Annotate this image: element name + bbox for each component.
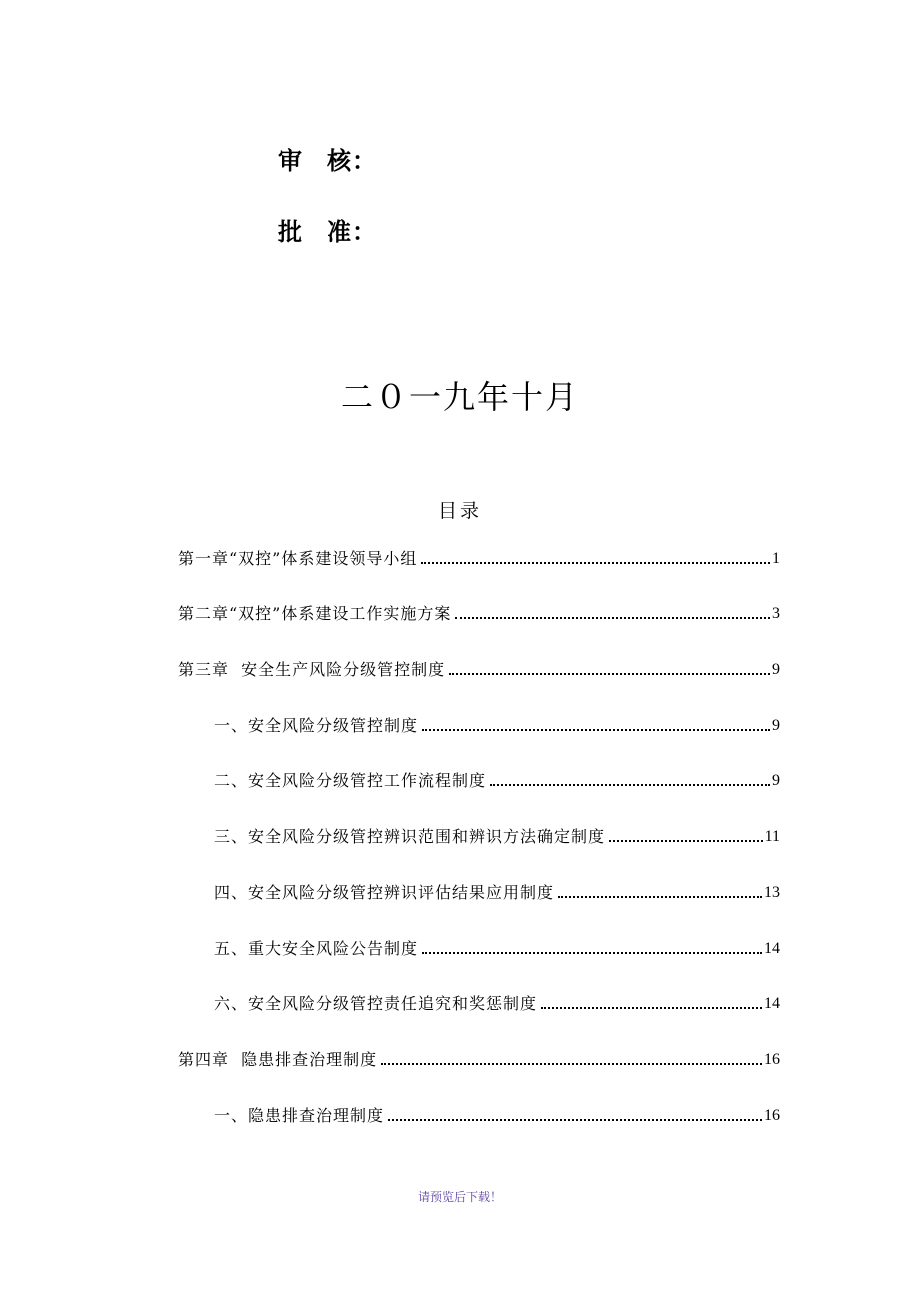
toc-entry[interactable] [178,1048,780,1070]
review-label-char: 审 [278,146,303,175]
toc-leader-dots [422,952,762,954]
toc-entry-text: 二、安全风险分级管控工作流程制度 [214,771,487,790]
approve-label-char: 批 [278,217,303,246]
footer-note: 请预览后下载！ [417,1190,502,1204]
toc-leader-dots [422,729,770,731]
toc-entry-page: 1 [772,550,780,567]
toc-entry-page: 14 [764,995,780,1012]
review-label-suffix: 核： [327,146,377,175]
toc-leader-dots [609,840,763,842]
toc-leader-dots [381,1063,762,1065]
toc-entry[interactable] [214,881,780,903]
toc-entry-text: 第二章“双控”体系建设工作实施方案 [178,604,452,623]
toc-leader-dots [541,1007,762,1009]
toc-title: 目录 [437,500,482,522]
document-date: 二０一九年十月 [340,378,579,416]
toc-entry-page: 9 [772,772,780,789]
toc-entry-text: 一、隐患排查治理制度 [214,1106,385,1125]
toc-leader-dots [455,617,770,619]
toc-entry-page: 11 [764,828,780,845]
toc-entry[interactable] [178,547,780,569]
toc-entry[interactable] [214,825,780,847]
toc-entry-text: 四、安全风险分级管控辨识评估结果应用制度 [214,883,555,902]
toc-entry[interactable] [214,992,780,1014]
toc-entry-page: 9 [772,661,780,678]
toc-entry-page: 9 [772,717,780,734]
toc-entry-text: 一、安全风险分级管控制度 [214,716,419,735]
approve-signature-line [278,212,377,247]
toc-entry[interactable] [214,714,780,736]
toc-entry-text: 五、重大安全风险公告制度 [214,939,419,958]
toc-entry-page: 14 [764,940,780,957]
toc-entry[interactable] [178,658,780,680]
approve-label-suffix: 准： [327,217,377,246]
toc-entry-page: 3 [772,605,780,622]
review-signature-line [278,141,377,176]
toc-leader-dots [490,784,770,786]
toc-leader-dots [421,562,770,564]
toc-entry-text: 第三章 安全生产风险分级管控制度 [178,660,446,679]
toc-leader-dots [388,1119,762,1121]
toc-entry[interactable] [214,1104,780,1126]
toc-entry-page: 13 [764,884,780,901]
toc-leader-dots [558,896,762,898]
toc-entry-page: 16 [764,1051,780,1068]
toc-entry-text: 第四章 隐患排查治理制度 [178,1050,378,1069]
toc-entry[interactable] [214,937,780,959]
toc-entry[interactable] [214,769,780,791]
toc-entry-text: 三、安全风险分级管控辨识范围和辨识方法确定制度 [214,827,606,846]
toc-entry-page: 16 [764,1107,780,1124]
toc-leader-dots [449,673,770,675]
toc-entry[interactable] [178,602,780,624]
toc-entry-text: 六、安全风险分级管控责任追究和奖惩制度 [214,994,538,1013]
toc-entry-text: 第一章“双控”体系建设领导小组 [178,549,418,568]
